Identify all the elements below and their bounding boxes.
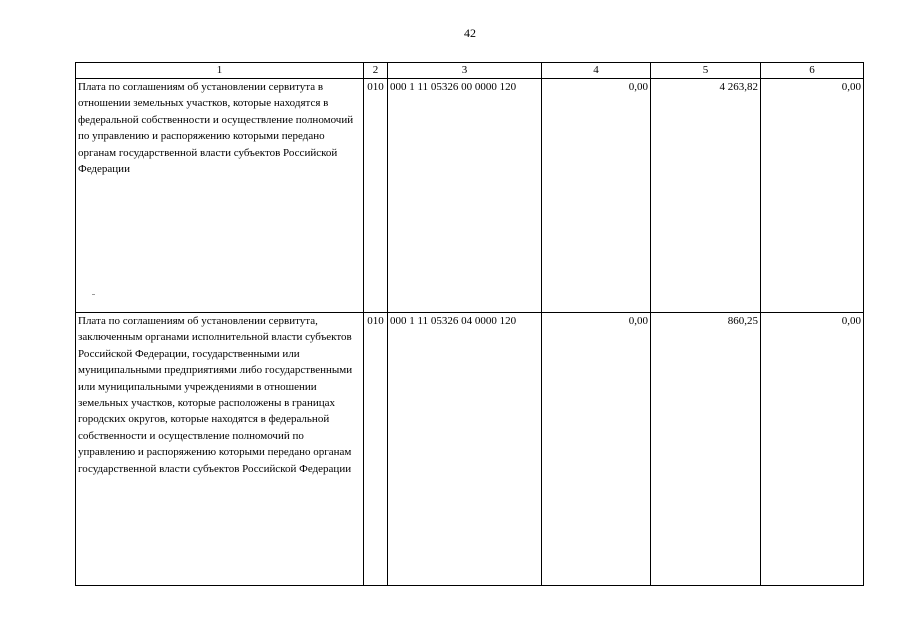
column-header-4: 4: [542, 63, 651, 79]
column-header-2: 2: [364, 63, 388, 79]
table-row: [76, 313, 864, 586]
table-row: [76, 79, 864, 313]
row-col4-value: 0,00: [542, 313, 651, 586]
row-admin-code: 010: [364, 313, 388, 586]
header-row: [76, 63, 864, 79]
row-col5-value: 860,25: [651, 313, 761, 586]
row-col4-value: 0,00: [542, 79, 651, 313]
row-kbk-code: 000 1 11 05326 04 0000 120: [388, 313, 542, 586]
column-header-1: 1: [76, 63, 364, 79]
row-description: Плата по соглашениям об установлении сервитута, заключенным органами исполнительной власти субъектов Российской Федерации, государственными или муниципальными предприятиями либо государственными или муниципальными учреждениями в отношении земельных участков, которые расположены в границах городских округов, которые находятся в федеральной собственности и осуществление полномочий по управлению и распоряжению которыми передано органам государственной власти субъектов Российской Федерации: [76, 313, 364, 586]
row-col6-value: 0,00: [761, 313, 864, 586]
row-col6-value: 0,00: [761, 79, 864, 313]
revenue-table: [75, 62, 864, 586]
column-header-3: 3: [388, 63, 542, 79]
row-admin-code: 010: [364, 79, 388, 313]
row-description: Плата по соглашениям об установлении сервитута в отношении земельных участков, которые находятся в федеральной собственности и осуществление полномочий по управлению и распоряжению которыми передано органам государственной власти субъектов Российской Федерации: [76, 79, 364, 313]
scan-speck: [92, 294, 95, 295]
row-kbk-code: 000 1 11 05326 00 0000 120: [388, 79, 542, 313]
column-header-5: 5: [651, 63, 761, 79]
row-col5-value: 4 263,82: [651, 79, 761, 313]
page-number: 42: [464, 26, 476, 40]
column-header-6: 6: [761, 63, 864, 79]
